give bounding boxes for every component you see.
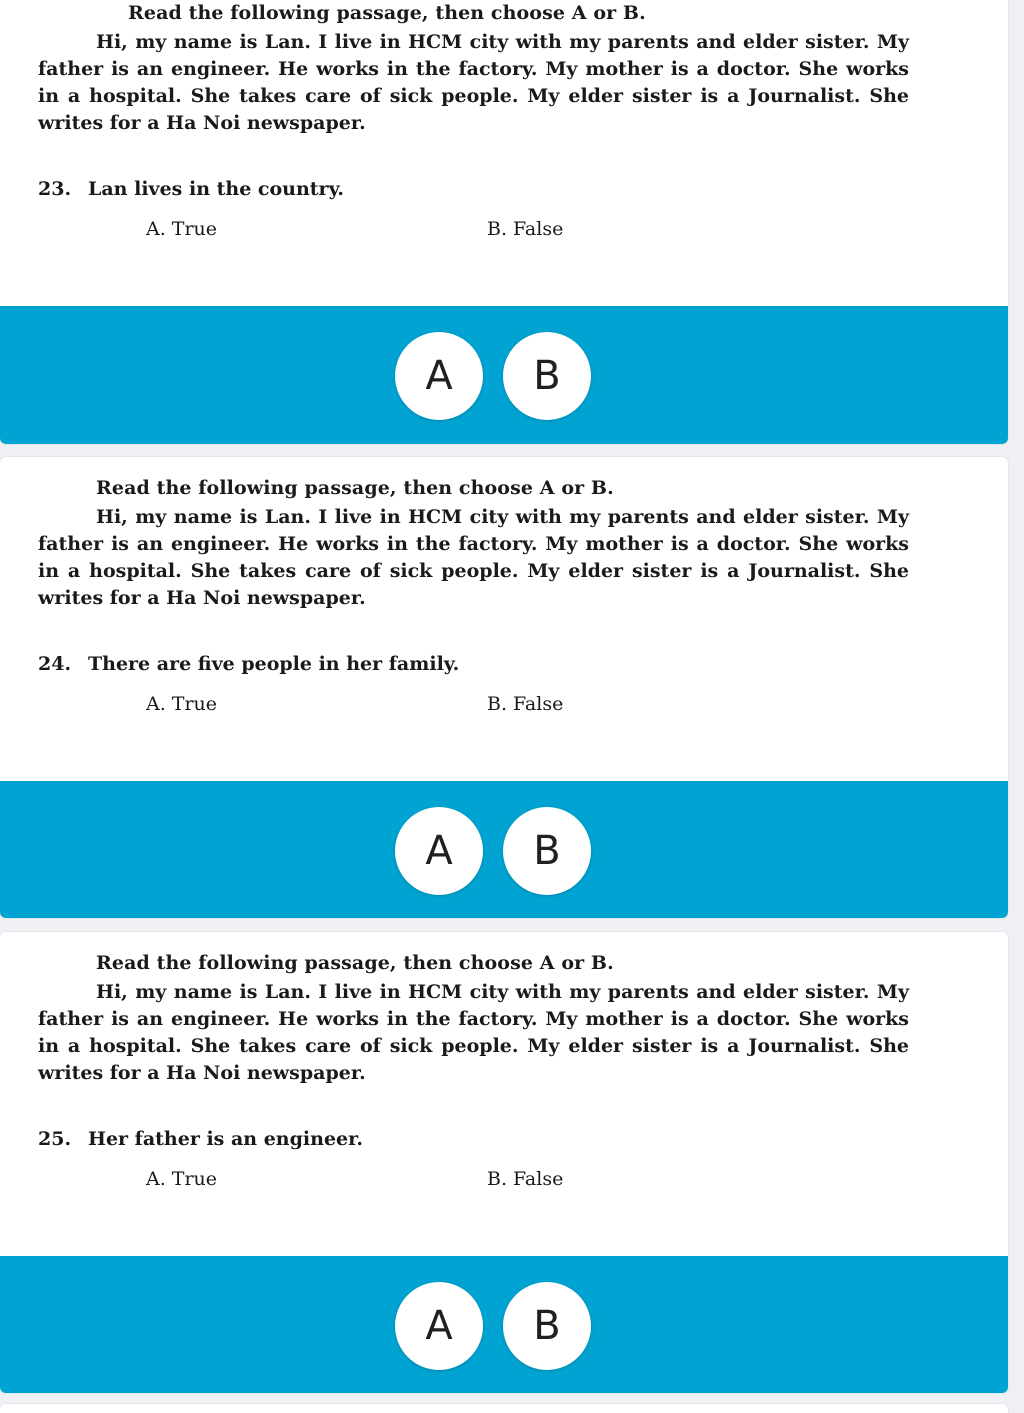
option-a-text: A. True (146, 218, 218, 240)
answer-band (0, 306, 1008, 444)
question-image (0, 457, 1008, 755)
option-b-text: B. False (487, 693, 564, 715)
answer-band (0, 781, 1008, 918)
question-image (0, 0, 1008, 292)
answer-a-button[interactable]: A (395, 807, 483, 895)
answer-b-button[interactable]: B (503, 1282, 591, 1370)
option-b-text: B. False (487, 218, 564, 240)
instruction-text: Read the following passage, then choose A or B. (96, 477, 614, 499)
instruction-text: Read the following passage, then choose A or B. (128, 2, 646, 24)
question-card-25 (0, 932, 1008, 1393)
reading-passage: Hi, my name is Lan. I live in HCM city with my parents and elder sister. My father is an engineer. He works in the factory. My mother is a doctor. She works in a hospital. She takes care of sick people. My elder sister is a Journalist. She writes for a Ha Noi newspaper. (38, 506, 909, 609)
question-line (38, 653, 459, 675)
question-text: Her father is an engineer. (88, 1128, 363, 1150)
question-line (38, 1128, 363, 1150)
answer-band (0, 1256, 1008, 1393)
option-a-text: A. True (146, 693, 218, 715)
reading-passage: Hi, my name is Lan. I live in HCM city with my parents and elder sister. My father is an engineer. He works in the factory. My mother is a doctor. She works in a hospital. She takes care of sick people. My elder sister is a Journalist. She writes for a Ha Noi newspaper. (38, 31, 909, 134)
question-image (0, 932, 1008, 1230)
reading-passage: Hi, my name is Lan. I live in HCM city with my parents and elder sister. My father is an engineer. He works in the factory. My mother is a doctor. She works in a hospital. She takes care of sick people. My elder sister is a Journalist. She writes for a Ha Noi newspaper. (38, 981, 909, 1084)
question-card-23 (0, 0, 1008, 444)
next-card-edge (0, 1404, 1008, 1413)
answer-b-button[interactable]: B (503, 807, 591, 895)
option-a-text: A. True (146, 1168, 218, 1190)
question-text: There are five people in her family. (88, 653, 460, 675)
option-b-text: B. False (487, 1168, 564, 1190)
question-line (38, 178, 344, 200)
question-card-24 (0, 457, 1008, 918)
answer-b-button[interactable]: B (503, 332, 591, 420)
answer-a-button[interactable]: A (395, 332, 483, 420)
question-number: 23. (38, 178, 72, 200)
question-number: 24. (38, 653, 72, 675)
answer-a-button[interactable]: A (395, 1282, 483, 1370)
question-number: 25. (38, 1128, 72, 1150)
instruction-text: Read the following passage, then choose A or B. (96, 952, 614, 974)
question-text: Lan lives in the country. (88, 178, 345, 200)
